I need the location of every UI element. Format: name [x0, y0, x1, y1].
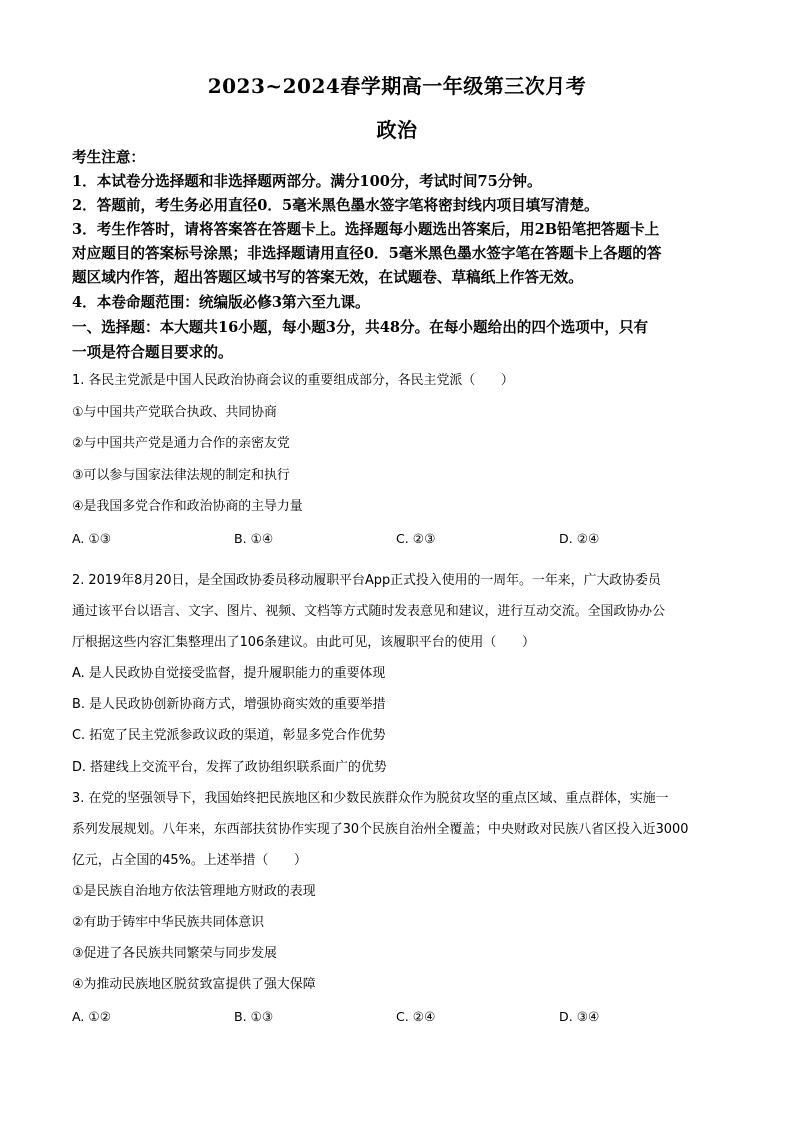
- option-c: C. ②③: [396, 531, 436, 546]
- question-3-stem: 亿元，占全国的45%。上述举措（ ）: [72, 853, 307, 868]
- question-1-options: [72, 529, 727, 549]
- notice-heading: 考生注意：: [72, 149, 145, 166]
- notice-item: 1．本试卷分选择题和非选择题两部分。满分100分，考试时间75分钟。: [72, 173, 542, 190]
- question-3-options: [72, 1007, 727, 1027]
- question-3-statement: ④为推动民族地区脱贫致富提供了强大保障: [72, 977, 316, 992]
- question-3-statement: ③促进了各民族共同繁荣与同步发展: [72, 946, 277, 961]
- question-1-statement: ②与中国共产党是通力合作的亲密友党: [72, 436, 290, 451]
- question-1-statement: ①与中国共产党联合执政、共同协商: [72, 405, 277, 420]
- option-a: A. ①②: [72, 1009, 111, 1024]
- subject-title: 政治: [376, 118, 418, 142]
- question-1-statement: ④是我国多党合作和政治协商的主导力量: [72, 499, 303, 514]
- question-3-statement: ①是民族自治地方依法管理地方财政的表现: [72, 884, 316, 899]
- question-2-stem: 2. 2019年8月20日，是全国政协委员移动履职平台App正式投入使用的一周年。一年来，广大政协委员: [72, 573, 661, 588]
- section-heading: 一、选择题：本大题共16小题，每小题3分，共48分。在每小题给出的四个选项中，只有: [72, 319, 649, 336]
- question-3-statement: ②有助于铸牢中华民族共同体意识: [72, 915, 265, 930]
- question-2-stem: 厅根据这些内容汇集整理出了106条建议。由此可见，该履职平台的使用（ ）: [72, 635, 535, 650]
- notice-item: 3．考生作答时，请将答案答在答题卡上。选择题每小题选出答案后，用2B铅笔把答题卡上: [72, 221, 660, 238]
- option-a: A. ①③: [72, 531, 111, 546]
- option-d: D. ②④: [559, 531, 600, 546]
- exam-title: 2023~2024春学期高一年级第三次月考: [207, 74, 587, 98]
- notice-item: 题区域内作答，超出答题区域书写的答案无效，在试题卷、草稿纸上作答无效。: [72, 269, 583, 286]
- notice-item: 2．答题前，考生务必用直径0．5毫米黑色墨水签字笔将密封线内项目填写清楚。: [72, 197, 599, 214]
- section-heading-cont: 一项是符合题目要求的。: [72, 344, 233, 361]
- notice-item: 4．本卷命题范围：统编版必修3第六至九课。: [72, 294, 370, 311]
- option-b: B. ①③: [234, 1009, 274, 1024]
- option-b: B. ①④: [234, 531, 274, 546]
- notice-item: 对应题目的答案标号涂黑；非选择题请用直径0．5毫米黑色墨水签字笔在答题卡上各题的答: [72, 245, 662, 262]
- question-3-stem: 系列发展规划。八年来，东西部扶贫协作实现了30个民族自治州全覆盖；中央财政对民族八省区投入近3000: [72, 822, 689, 837]
- question-1-statement: ③可以参与国家法律法规的制定和执行: [72, 468, 290, 483]
- question-2-option-b: B. 是人民政协创新协商方式，增强协商实效的重要举措: [72, 697, 386, 712]
- question-2-option-d: D. 搭建线上交流平台，发挥了政协组织联系面广的优势: [72, 760, 387, 775]
- question-2-stem: 通过该平台以语言、文字、图片、视频、文档等方式随时发表意见和建议，进行互动交流。全国政协办公: [72, 604, 665, 619]
- question-2-option-a: A. 是人民政协自觉接受监督，提升履职能力的重要体现: [72, 666, 386, 681]
- question-2-option-c: C. 拓宽了民主党派参政议政的渠道，彰显多党合作优势: [72, 728, 386, 743]
- option-d: D. ③④: [559, 1009, 600, 1024]
- question-1-stem: 1. 各民主党派是中国人民政治协商会议的重要组成部分，各民主党派（ ）: [72, 373, 514, 388]
- option-c: C. ②④: [396, 1009, 436, 1024]
- question-3-stem: 3. 在党的坚强领导下，我国始终把民族地区和少数民族群众作为脱贫攻坚的重点区域、重点群体，实施一: [72, 791, 669, 806]
